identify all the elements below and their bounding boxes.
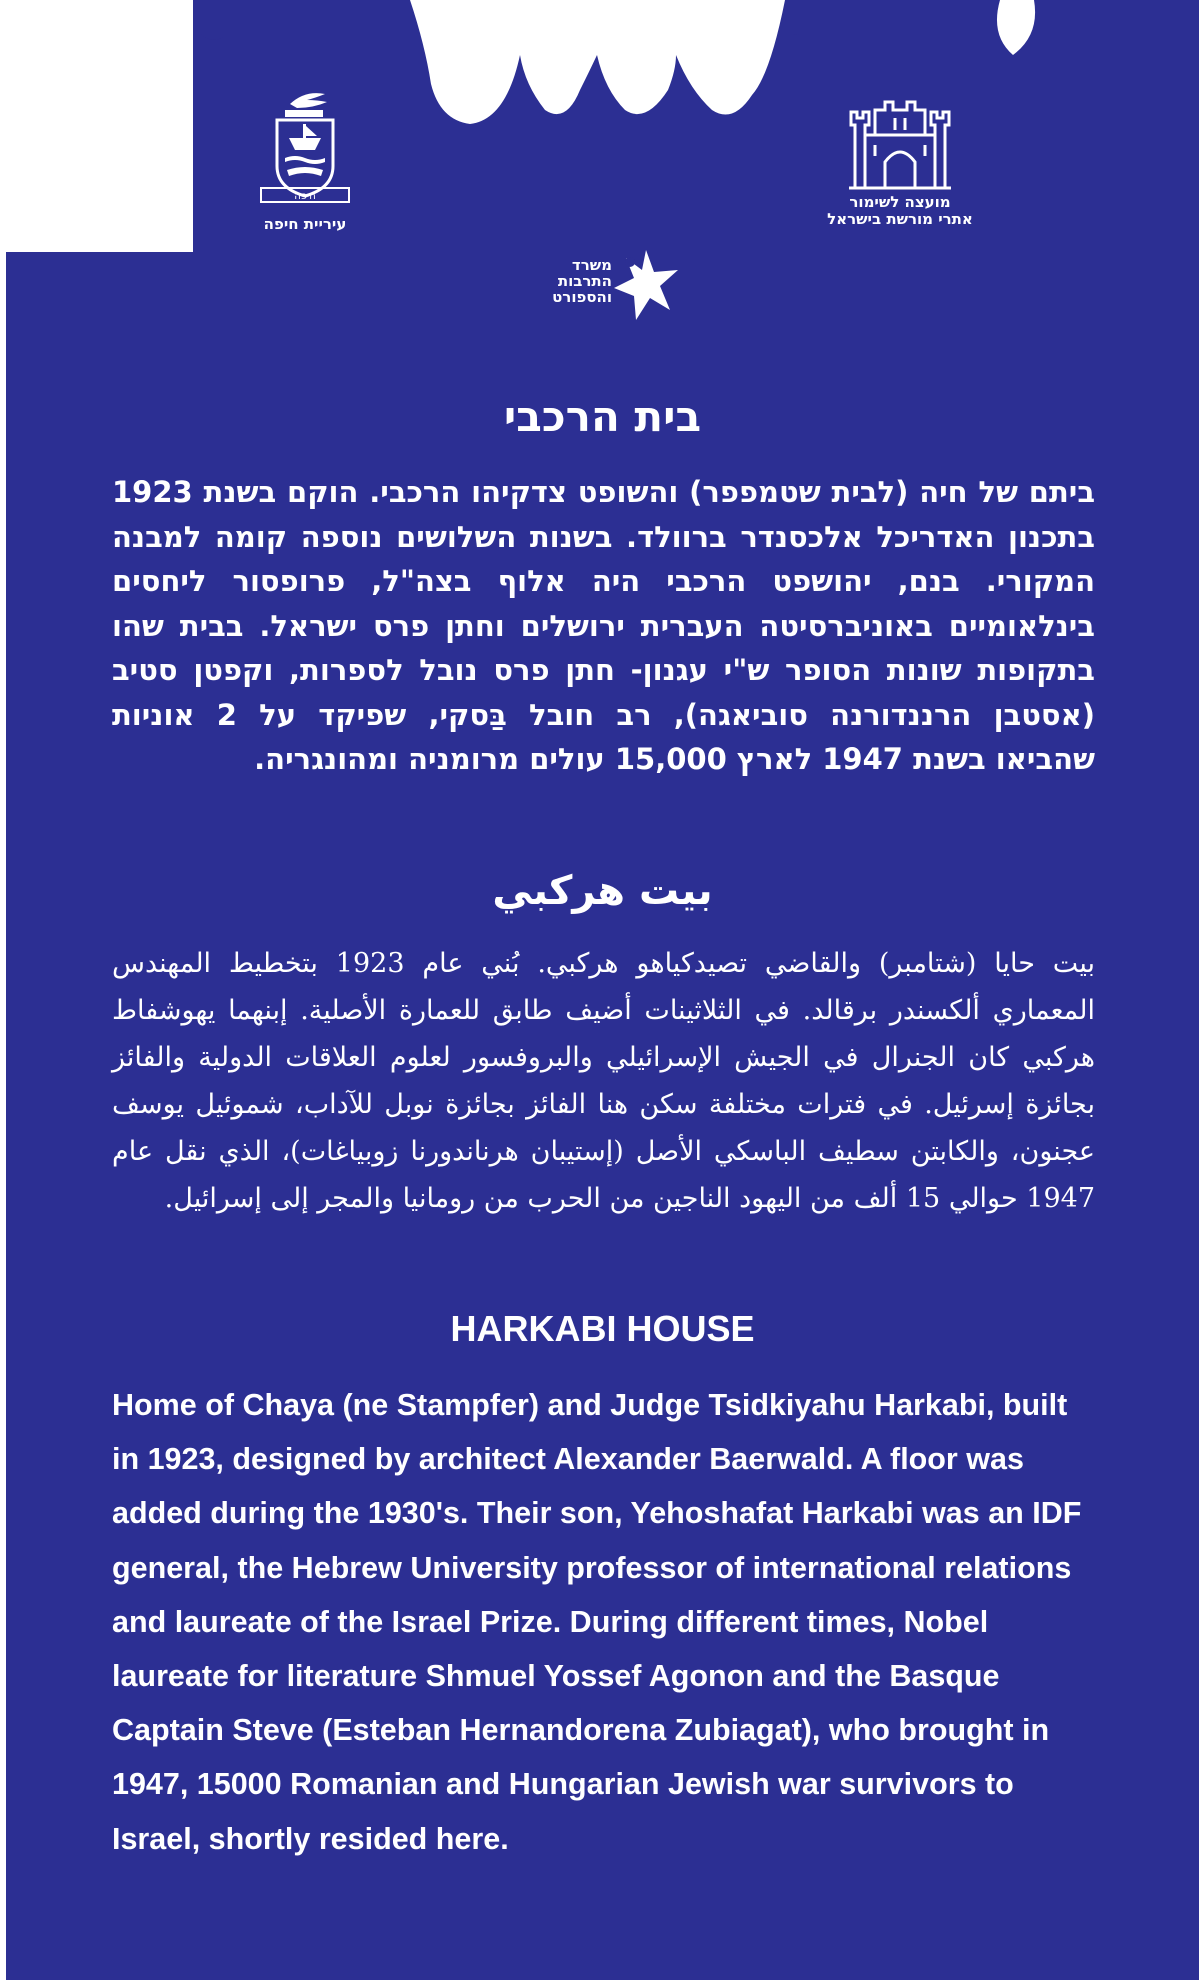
ministry-caption [520, 258, 612, 305]
hebrew-title: בית הרכבי [503, 392, 702, 441]
ministry-culture-sport-logo [520, 242, 680, 332]
fortress-gate-icon [845, 90, 955, 190]
heritage-council-logo [800, 90, 1000, 229]
haifa-emblem-text: חיפה [294, 191, 316, 202]
hebrew-body: ביתם של חיה (לבית שטמפפר) והשופט צדקיהו הרכבי. הוקם בשנת 1923 בתכנון האדריכל אלכסנדר ברוולד. בשנות השלושים נוספה קומה למבנה המקורי. בנם, יהושפט הרכבי היה אלוף בצה"ל, פרופסור ליחסים בינלאומיים באוניברסיטה העברית ירושלים וחתן פרס ישראל. בבית שהו בתקופות שונות הסופר ש"י עגנון- חתן פרס נובל לספרות, וקפטן סטיב (אסטבן הרננדורנה סוביאגה), רב חובל בַּסקי, שפיקד על 2 אוניות שהביאו בשנת 1947 לארץ 15,000 עולים מרומניה ומהונגריה. [112, 475, 1096, 776]
star-figure-icon [612, 248, 680, 324]
ministry-caption-line3: והספורט [552, 287, 612, 306]
council-caption-line2: אתרי מורשת בישראל [827, 210, 973, 229]
arabic-title: بيت هركبي [492, 868, 713, 914]
arabic-body: بيت حايا (شتامبر) والقاضي تصيدكياهو هركبي. بُني عام 1923 بتخطيط المهندس المعماري ألكسندر برقالد. في الثلاثينات أضيف طابق للعمارة الأصلية. إبنهما يهوشفاط هركبي كان الجنرال في الجيش الإسرائيلي والبروفسور لعلوم العلاقات الدولية والفائز بجائزة إسرئيل. في فترات مختلفة سكن هنا الفائز بجائزة نوبل للآداب، شموئيل يوسف عجنون، والكابتن سطيف الباسكي الأصل (إستيبان هرناندورنا زوبياغات)، الذي نقل عام 1947 حوالي 15 ألف من اليهود الناجين من الحرب من رومانيا والمجر إلى إسرائيل. [112, 948, 1095, 1214]
ministry-caption-line2: התרבות [557, 271, 612, 290]
english-title: HARKABI HOUSE [450, 1308, 755, 1349]
haifa-coat-of-arms-icon [255, 88, 355, 210]
english-body: Home of Chaya (ne Stampfer) and Judge Tsidkiyahu Harkabi, built in 1923, designed by architect Alexander Baerwald. A floor was added during the 1930's. Their son, Yehoshafat Harkabi was an IDF general, the Hebrew University professor of international relations and laureate of the Israel Prize. During different times, Nobel laureate for literature Shmuel Yossef Agonon and the Basque Captain Steve (Esteban Hernandorena Zubiagat), who brought in 1947, 15000 Romanian and Hungarian Jewish war survivors to Israel, shortly resided here. [112, 1388, 1082, 1856]
ministry-caption-line1: משרד [571, 256, 612, 274]
haifa-municipality-logo [245, 88, 365, 233]
council-caption-line1: מועצה לשימור [849, 193, 951, 211]
haifa-caption: עיריית חיפה [263, 215, 347, 233]
